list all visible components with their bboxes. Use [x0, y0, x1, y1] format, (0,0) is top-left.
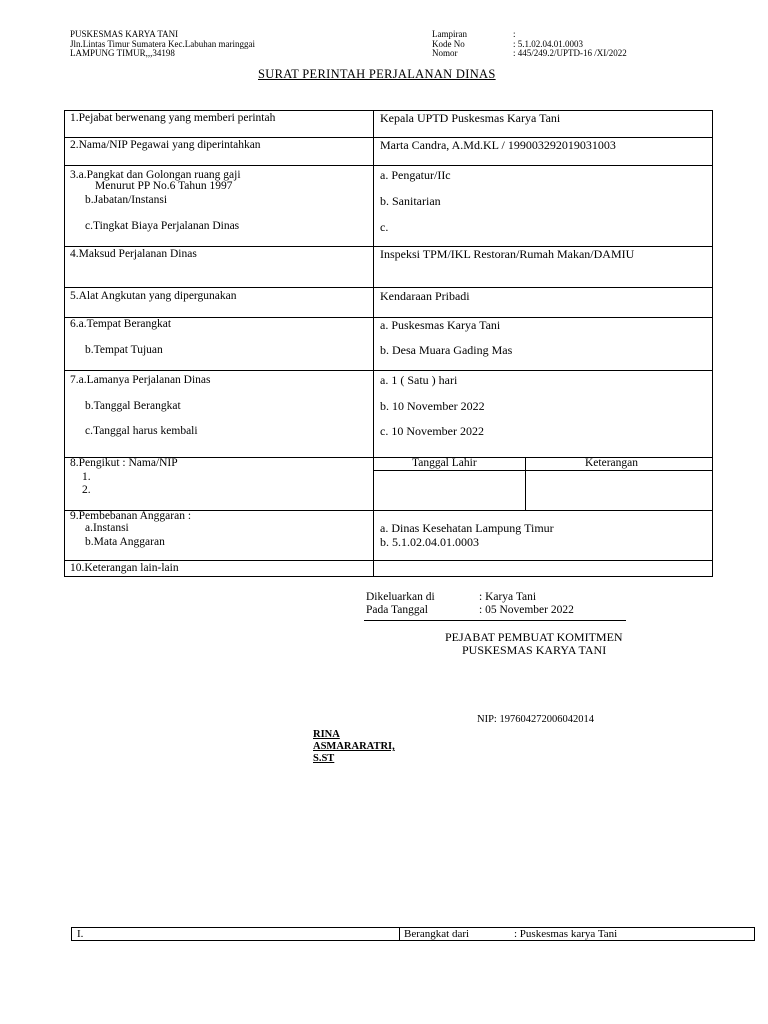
- row7-value-a: a. 1 ( Satu ) hari: [380, 373, 458, 387]
- departure-roman: I.: [77, 928, 84, 940]
- official-nip: NIP: 197604272006042014: [477, 714, 594, 725]
- official-title-1: PEJABAT PEMBUAT KOMITMEN: [445, 630, 623, 644]
- issued-underline: [364, 620, 626, 621]
- row5-value: Kendaraan Pribadi: [380, 289, 470, 303]
- row2-value: Marta Candra, A.Md.KL / 199003292019031003: [380, 138, 616, 152]
- row3-value-c: c.: [380, 220, 389, 234]
- issued-date-value: : 05 November 2022: [479, 604, 574, 616]
- departure-value: : Puskesmas karya Tani: [514, 928, 618, 940]
- document-title: SURAT PERINTAH PERJALANAN DINAS: [258, 67, 496, 81]
- row9-value-b: b. 5.1.02.04.01.0003: [380, 535, 479, 549]
- row-divider: [374, 470, 712, 471]
- row8-col-tanggal: Tanggal Lahir: [412, 457, 477, 469]
- official-title-2: PUSKESMAS KARYA TANI: [462, 643, 607, 657]
- column-divider: [525, 457, 526, 510]
- header-address: Jln.Lintas Timur Sumatera Kec.Labuhan maringgai: [70, 39, 255, 49]
- departure-label: Berangkat dari: [404, 928, 470, 940]
- row7-label-a: 7.a.Lamanya Perjalanan Dinas: [70, 374, 211, 386]
- row9-label-a: a.Instansi: [85, 522, 129, 534]
- header-value-nomor: : 445/249.2/UPTD-16 /XI/2022: [513, 48, 627, 58]
- row-divider: [65, 560, 712, 561]
- official-name-1: RINA: [313, 729, 340, 740]
- header-label-nomor: Nomor: [432, 48, 458, 58]
- row3-value-a: a. Pengatur/IIc: [380, 168, 451, 182]
- row9-label-b: b.Mata Anggaran: [85, 536, 165, 548]
- issued-date-label: Pada Tanggal: [366, 604, 428, 616]
- header-city: LAMPUNG TIMUR,,,34198: [70, 48, 175, 58]
- row3-label-a2: Menurut PP No.6 Tahun 1997: [95, 180, 233, 192]
- row3-value-b: b. Sanitarian: [380, 194, 441, 208]
- row4-label: 4.Maksud Perjalanan Dinas: [70, 248, 197, 260]
- row2-label: 2.Nama/NIP Pegawai yang diperintahkan: [70, 139, 261, 151]
- column-divider: [373, 111, 374, 576]
- row4-value: Inspeksi TPM/IKL Restoran/Rumah Makan/DAMIU: [380, 247, 635, 261]
- row3-label-b: b.Jabatan/Instansi: [85, 194, 168, 206]
- official-name-2: ASMARARATRI,: [313, 741, 395, 752]
- row3-label-a: 3.a.Pangkat dan Golongan ruang gaji: [70, 169, 241, 181]
- row6-value-b: b. Desa Muara Gading Mas: [380, 343, 513, 357]
- row1-label: 1.Pejabat berwenang yang memberi perintah: [70, 112, 276, 124]
- row10-label: 10.Keterangan lain-lain: [70, 562, 179, 574]
- column-divider: [399, 928, 400, 940]
- official-name-3: S.ST: [313, 753, 335, 764]
- header-value-kode: : 5.1.02.04.01.0003: [513, 39, 584, 49]
- row9-value-a: a. Dinas Kesehatan Lampung Timur: [380, 521, 554, 535]
- row8-item-2: 2.: [82, 484, 91, 496]
- row6-value-a: a. Puskesmas Karya Tani: [380, 318, 501, 332]
- row3-label-c: c.Tingkat Biaya Perjalanan Dinas: [85, 220, 240, 232]
- header-label-lampiran: Lampiran: [432, 29, 467, 39]
- row7-label-c: c.Tanggal harus kembali: [85, 425, 198, 437]
- row-divider: [65, 165, 712, 166]
- issued-place-label: Dikeluarkan di: [366, 591, 435, 603]
- row8-item-1: 1.: [82, 471, 91, 483]
- row9-label: 9.Pembebanan Anggaran :: [70, 510, 192, 522]
- row7-value-b: b. 10 November 2022: [380, 399, 485, 413]
- header-value-lampiran: :: [513, 29, 516, 39]
- row-divider: [65, 287, 712, 288]
- row7-value-c: c. 10 November 2022: [380, 424, 484, 438]
- issued-place-value: : Karya Tani: [479, 591, 537, 603]
- row8-label: 8.Pengikut : Nama/NIP: [70, 457, 178, 469]
- row6-label-b: b.Tempat Tujuan: [85, 344, 163, 356]
- header-label-kode: Kode No: [432, 39, 465, 49]
- row6-label-a: 6.a.Tempat Berangkat: [70, 318, 172, 330]
- row7-label-b: b.Tanggal Berangkat: [85, 400, 181, 412]
- row8-col-keterangan: Keterangan: [585, 457, 638, 469]
- row5-label: 5.Alat Angkutan yang dipergunakan: [70, 290, 237, 302]
- header-institution: PUSKESMAS KARYA TANI: [70, 29, 179, 39]
- row1-value: Kepala UPTD Puskesmas Karya Tani: [380, 111, 561, 125]
- row-divider: [65, 370, 712, 371]
